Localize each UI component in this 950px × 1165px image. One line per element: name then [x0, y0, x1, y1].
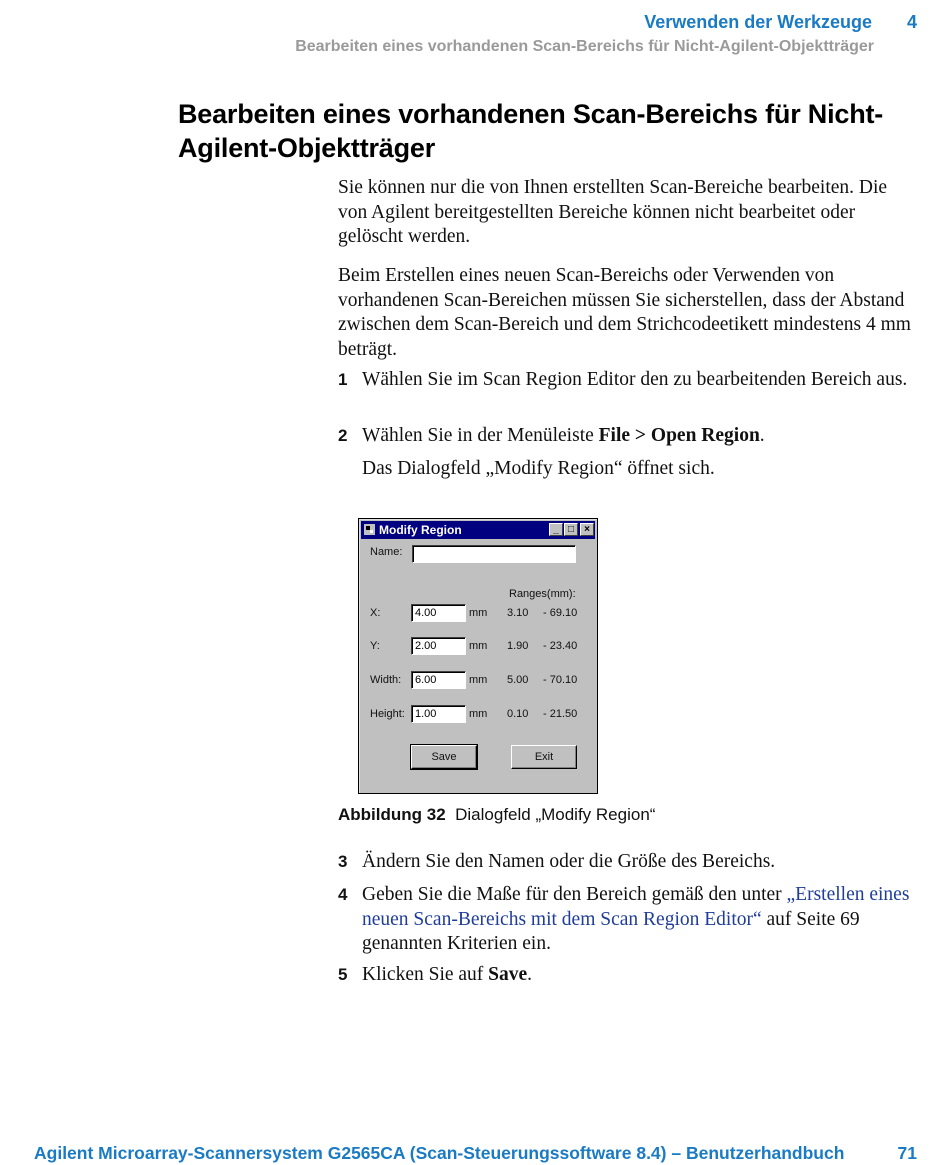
step-text: Ändern Sie den Namen oder die Größe des Bereichs.: [362, 851, 776, 872]
step-number: 4: [338, 885, 348, 904]
figure-caption-text: Dialogfeld „Modify Region“: [455, 805, 656, 824]
paragraph-1: Sie können nur die von Ihnen erstellten Scan-Bereiche bearbeiten. Die von Agilent bereitgestellten Bereiche können nicht bearbeitet oder gelöscht werden.: [338, 177, 888, 247]
y-unit: mm: [469, 640, 488, 652]
save-reference: Save: [488, 964, 528, 985]
step-text-post: .: [759, 425, 765, 446]
step-text: Wählen Sie im Scan Region Editor den zu bearbeitenden Bereich aus.: [362, 369, 908, 390]
width-range-max: - 70.10: [543, 674, 578, 686]
modify-region-dialog: [358, 518, 598, 794]
dialog-title: Modify Region: [379, 523, 462, 537]
width-input[interactable]: 6.00: [411, 671, 466, 689]
save-button[interactable]: Save: [411, 745, 477, 769]
minimize-button[interactable]: _: [549, 523, 563, 536]
name-label: Name:: [370, 546, 403, 558]
step-text-post: .: [527, 964, 533, 985]
step-result-text: Das Dialogfeld „Modify Region“ öffnet sich.: [362, 458, 715, 479]
page-number: 71: [897, 1143, 917, 1163]
step-text-pre: Klicken Sie auf: [362, 964, 489, 985]
step-text: [362, 424, 917, 449]
step-number: 2: [338, 426, 348, 445]
step-text-post: auf Seite 69 genannten Kriterien ein.: [362, 908, 860, 954]
y-input[interactable]: 2.00: [411, 637, 466, 655]
step-number: 1: [338, 370, 348, 389]
footer-text: Agilent Microarray-Scannersystem G2565CA (Scan-Steuerungssoftware 8.4) – Benutzerhandbuch: [34, 1143, 845, 1163]
step-text: [362, 963, 917, 988]
ranges-label: Ranges(mm):: [509, 588, 576, 600]
x-input[interactable]: 4.00: [411, 604, 466, 622]
paragraph-2: Beim Erstellen eines neuen Scan-Bereichs oder Verwenden von vorhandenen Scan-Bereichen müssen Sie sicherstellen, dass der Abstand zwischen dem Scan-Bereich und dem Strichcodeetikett mindestens 4 mm beträgt.: [338, 265, 911, 360]
height-input[interactable]: 1.00: [411, 705, 466, 723]
menu-path: File > Open Region: [598, 425, 760, 446]
y-range-min: 1.90: [507, 640, 529, 652]
width-label: Width:: [370, 674, 402, 686]
app-icon: [364, 524, 375, 535]
exit-button[interactable]: Exit: [511, 745, 577, 769]
x-label: X:: [370, 607, 381, 619]
step-text-pre: Wählen Sie in der Menüleiste: [362, 425, 599, 446]
name-input[interactable]: [412, 545, 576, 563]
width-range-min: 5.00: [507, 674, 529, 686]
x-unit: mm: [469, 607, 488, 619]
step-number: 5: [338, 965, 348, 984]
cross-reference-link[interactable]: „Erstellen eines neuen Scan-Bereichs mit dem Scan Region Editor“: [362, 884, 910, 930]
maximize-button[interactable]: □: [564, 523, 578, 536]
width-unit: mm: [469, 674, 488, 686]
figure-caption: [338, 805, 655, 825]
step-number: 3: [338, 852, 348, 871]
y-range-max: - 23.40: [543, 640, 578, 652]
y-label: Y:: [370, 640, 380, 652]
header-subtitle: Bearbeiten eines vorhandenen Scan-Bereichs für Nicht-Agilent-Objektträger: [295, 38, 874, 55]
figure-caption-label: Abbildung 32: [338, 805, 446, 824]
step-text: [362, 883, 917, 957]
header-title: Verwenden der Werkzeuge: [644, 12, 872, 32]
height-range-min: 0.10: [507, 708, 529, 720]
height-range-max: - 21.50: [543, 708, 578, 720]
height-label: Height:: [370, 708, 405, 720]
x-range-max: - 69.10: [543, 607, 578, 619]
dialog-title-bar[interactable]: [361, 521, 595, 539]
section-heading: Bearbeiten eines vorhandenen Scan-Bereichs für Nicht-Agilent-Objektträger: [178, 99, 884, 163]
header-chapter-number: 4: [906, 12, 917, 32]
x-range-min: 3.10: [507, 607, 529, 619]
height-unit: mm: [469, 708, 488, 720]
step-text-pre: Geben Sie die Maße für den Bereich gemäß den unter: [362, 884, 787, 905]
close-button[interactable]: ×: [580, 523, 594, 536]
